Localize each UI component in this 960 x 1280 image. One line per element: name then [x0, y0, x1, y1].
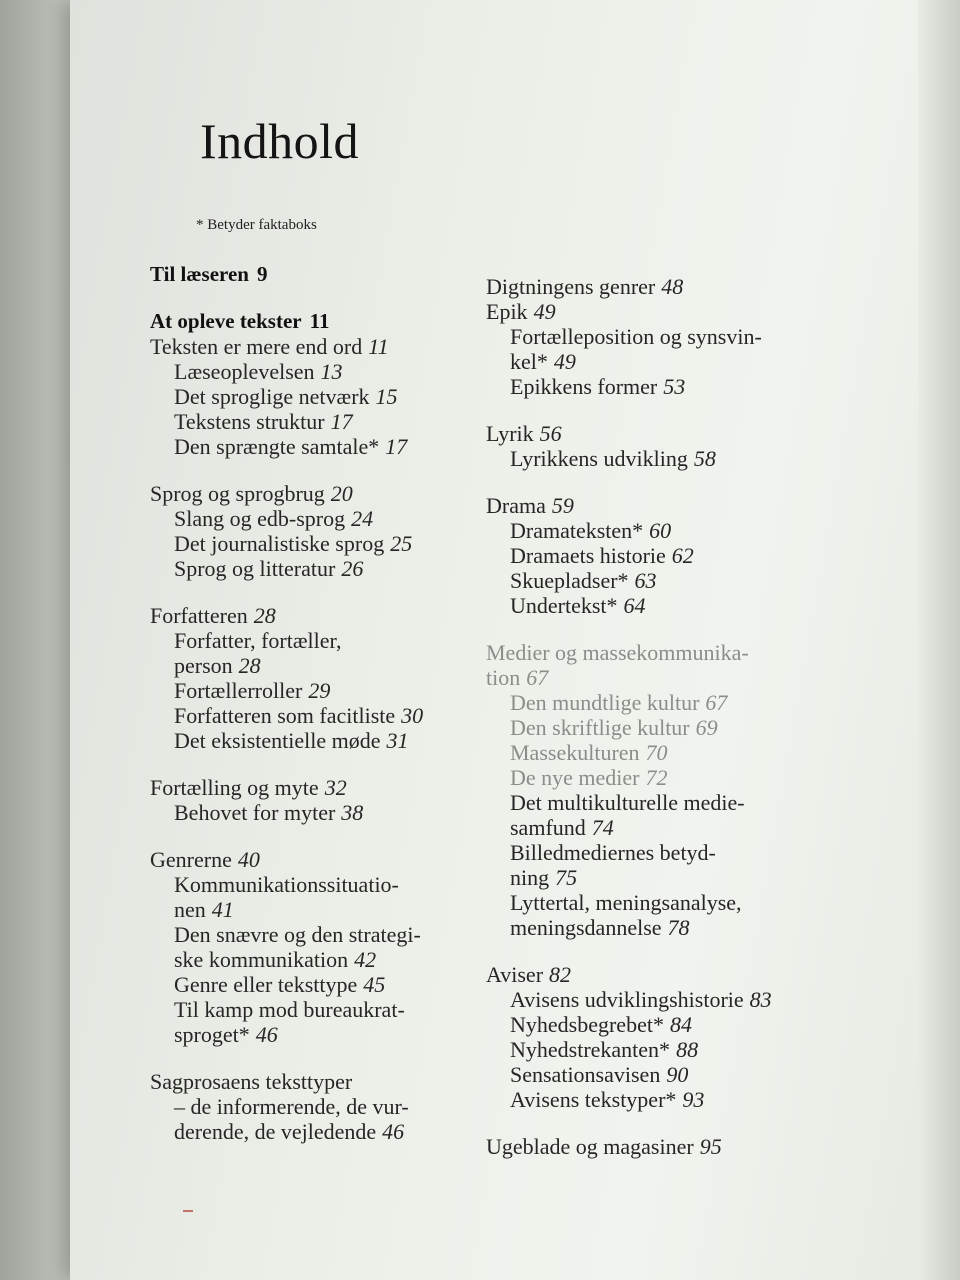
toc-entry-title: Tekstens struktur — [174, 409, 325, 434]
toc-subentry — [150, 359, 470, 384]
toc-entry-title: Epik — [486, 299, 528, 324]
toc-subentry — [150, 628, 470, 653]
section-gap — [150, 459, 470, 481]
toc-subentry — [150, 678, 470, 703]
toc-subentry — [150, 997, 470, 1022]
toc-entry-title: Forfatter, fortæller, — [174, 628, 342, 653]
toc-page-number: 28 — [238, 653, 261, 678]
toc-entry-title: Dramaets historie — [510, 543, 666, 568]
section-gap — [150, 753, 470, 775]
toc-entry — [150, 603, 470, 628]
toc-page-number: 63 — [634, 568, 657, 593]
toc-page-number: 9 — [256, 262, 268, 286]
toc-entry-title: Slang og edb-sprog — [174, 506, 346, 531]
toc-page-number: 53 — [663, 374, 686, 399]
toc-page-number: 93 — [682, 1087, 705, 1112]
toc-entry-title: Avisens udviklingshistorie — [510, 987, 744, 1012]
toc-page-number: 56 — [539, 421, 562, 446]
section-gap — [486, 940, 806, 962]
toc-subentry — [486, 890, 806, 915]
toc-page-number: 17 — [385, 434, 408, 459]
toc-entry-title: Sprog og litteratur — [174, 556, 336, 581]
toc-entry — [486, 1134, 806, 1159]
toc-subentry — [486, 865, 806, 890]
toc-page-number: 78 — [667, 915, 690, 940]
toc-entry-title: Ugeblade og magasiner — [486, 1134, 694, 1159]
toc-page-number: 26 — [341, 556, 364, 581]
toc-page-number: 74 — [591, 815, 614, 840]
toc-subentry — [150, 409, 470, 434]
toc-entry — [150, 847, 470, 872]
toc-entry-title: – de informerende, de vur- — [174, 1094, 409, 1119]
toc-subentry — [486, 1062, 806, 1087]
toc-entry-title: nen — [174, 897, 206, 922]
toc-page-number: 25 — [390, 531, 413, 556]
section-gap — [486, 618, 806, 640]
toc-page-number: 32 — [324, 775, 347, 800]
toc-entry-title: Sagprosaens teksttyper — [150, 1069, 353, 1094]
toc-subentry — [486, 349, 806, 374]
toc-left-column — [150, 262, 470, 1144]
toc-page-number: 24 — [351, 506, 374, 531]
toc-entry — [150, 309, 470, 334]
toc-subentry — [150, 1119, 470, 1144]
toc-entry-title: Den snævre og den strategi- — [174, 922, 421, 947]
toc-subentry — [486, 765, 806, 790]
toc-page-number: 64 — [623, 593, 646, 618]
page-title: Indhold — [200, 113, 360, 169]
ink-mark — [183, 1210, 193, 1212]
toc-page-number: 49 — [553, 349, 576, 374]
toc-subentry — [486, 690, 806, 715]
toc-entry-title: Massekulturen — [510, 740, 640, 765]
toc-page-number: 84 — [669, 1012, 692, 1037]
toc-subentry — [150, 1022, 470, 1047]
toc-subentry — [486, 987, 806, 1012]
toc-subentry — [486, 324, 806, 349]
toc-entry — [150, 1069, 470, 1094]
section-gap — [486, 399, 806, 421]
toc-subentry — [486, 568, 806, 593]
toc-entry-title: Genrerne — [150, 847, 232, 872]
toc-subentry — [486, 790, 806, 815]
toc-entry — [150, 334, 470, 359]
toc-page-number: 90 — [666, 1062, 689, 1087]
toc-entry-title: Sensationsavisen — [510, 1062, 661, 1087]
toc-subentry — [150, 384, 470, 409]
toc-page-number: 41 — [211, 897, 234, 922]
toc-entry-title: Kommunikationssituatio- — [174, 872, 399, 897]
toc-entry-title: Behovet for myter — [174, 800, 336, 825]
toc-entry-title: tion — [486, 665, 521, 690]
toc-subentry — [486, 593, 806, 618]
toc-entry — [150, 262, 470, 287]
toc-subentry — [486, 446, 806, 471]
toc-entry-title: Lyrikkens udvikling — [510, 446, 688, 471]
toc-entry-title: Den sprængte samtale* — [174, 434, 380, 459]
toc-entry-title: Fortælling og myte — [150, 775, 319, 800]
toc-page-number: 67 — [526, 665, 549, 690]
toc-subentry — [486, 1037, 806, 1062]
toc-subentry — [486, 815, 806, 840]
toc-subentry — [486, 840, 806, 865]
toc-entry-title: Dramateksten* — [510, 518, 644, 543]
toc-entry-title: Det sproglige netværk — [174, 384, 370, 409]
toc-page-number: 49 — [533, 299, 556, 324]
toc-page-number: 45 — [363, 972, 386, 997]
toc-page-number: 88 — [676, 1037, 699, 1062]
toc-subentry — [150, 653, 470, 678]
toc-entry-title: Forfatteren — [150, 603, 248, 628]
toc-page-number: 30 — [401, 703, 424, 728]
toc-entry-title: meningsdannelse — [510, 915, 662, 940]
toc-subentry — [150, 703, 470, 728]
toc-entry-title: Teksten er mere end ord — [150, 334, 363, 359]
toc-subentry — [486, 915, 806, 940]
toc-page-number: 13 — [320, 359, 343, 384]
toc-subentry — [486, 1087, 806, 1112]
toc-subentry — [150, 800, 470, 825]
toc-entry-title: Forfatteren som facitliste — [174, 703, 396, 728]
toc-entry-title: At opleve tekster — [150, 309, 302, 333]
toc-entry — [150, 481, 470, 506]
toc-subentry — [150, 1094, 470, 1119]
toc-page-number: 40 — [237, 847, 260, 872]
toc-subentry — [150, 556, 470, 581]
toc-entry-title: Nyhedsbegrebet* — [510, 1012, 664, 1037]
toc-entry-title: Den skriftlige kultur — [510, 715, 690, 740]
toc-page-number: 82 — [549, 962, 572, 987]
toc-entry-title: kel* — [510, 349, 548, 374]
toc-entry-title: derende, de vejledende — [174, 1119, 377, 1144]
toc-entry-title: Avisens tekstyper* — [510, 1087, 677, 1112]
toc-subentry — [150, 728, 470, 753]
toc-subentry — [486, 1012, 806, 1037]
toc-page-number: 95 — [699, 1134, 722, 1159]
toc-page-number: 72 — [645, 765, 668, 790]
toc-page-number: 58 — [693, 446, 716, 471]
toc-subentry — [150, 972, 470, 997]
toc-subentry — [486, 518, 806, 543]
toc-entry — [486, 274, 806, 299]
toc-page-number: 62 — [671, 543, 694, 568]
toc-entry-title: Epikkens former — [510, 374, 658, 399]
toc-page-number: 11 — [309, 309, 330, 333]
toc-page-number: 15 — [375, 384, 398, 409]
toc-entry-title: Skuepladser* — [510, 568, 629, 593]
toc-entry-title: Læseoplevelsen — [174, 359, 315, 384]
toc-page-number: 70 — [645, 740, 668, 765]
toc-entry-title: Sprog og sprogbrug — [150, 481, 325, 506]
toc-subentry — [150, 897, 470, 922]
toc-entry-title: Det eksistentielle møde — [174, 728, 381, 753]
toc-entry-title: Til kamp mod bureaukrat- — [174, 997, 405, 1022]
toc-entry-title: Drama — [486, 493, 546, 518]
section-gap — [150, 287, 470, 309]
toc-subentry — [486, 740, 806, 765]
toc-page-number: 67 — [705, 690, 728, 715]
toc-page-number: 38 — [341, 800, 364, 825]
toc-entry-title: Medier og massekommunika- — [486, 640, 749, 665]
toc-page-number: 59 — [551, 493, 574, 518]
toc-page-number: 46 — [382, 1119, 405, 1144]
toc-page-number: 75 — [555, 865, 578, 890]
toc-subentry — [150, 872, 470, 897]
toc-page-number: 28 — [253, 603, 276, 628]
toc-entry-title: person — [174, 653, 233, 678]
toc-entry-title: Fortællerroller — [174, 678, 303, 703]
toc-entry — [486, 665, 806, 690]
toc-entry-title: ske kommunikation — [174, 947, 349, 972]
toc-entry-title: Nyhedstrekanten* — [510, 1037, 671, 1062]
toc-page-number: 42 — [354, 947, 377, 972]
toc-entry — [486, 493, 806, 518]
toc-right-column — [486, 274, 806, 1159]
toc-entry-title: Aviser — [486, 962, 544, 987]
toc-entry-title: De nye medier — [510, 765, 640, 790]
section-gap — [150, 1047, 470, 1069]
toc-entry — [150, 775, 470, 800]
toc-subentry — [150, 531, 470, 556]
toc-entry — [486, 421, 806, 446]
toc-entry-title: Undertekst* — [510, 593, 618, 618]
toc-entry-title: Til læseren — [150, 262, 249, 286]
toc-page-number: 69 — [695, 715, 718, 740]
toc-entry-title: Det journalistiske sprog — [174, 531, 385, 556]
right-page-edge — [918, 0, 960, 1280]
toc-subentry — [486, 374, 806, 399]
toc-entry — [486, 640, 806, 665]
section-gap — [150, 581, 470, 603]
toc-page-number: 17 — [330, 409, 353, 434]
toc-subentry — [150, 947, 470, 972]
section-gap — [150, 825, 470, 847]
toc-entry-title: samfund — [510, 815, 586, 840]
toc-entry-title: Det multikulturelle medie- — [510, 790, 745, 815]
toc-subentry — [150, 506, 470, 531]
toc-entry-title: Lyrik — [486, 421, 534, 446]
toc-page-number: 46 — [255, 1022, 278, 1047]
toc-page-number: 20 — [330, 481, 353, 506]
toc-subentry — [486, 543, 806, 568]
toc-entry-title: Fortælleposition og synsvin- — [510, 324, 762, 349]
toc-page-number: 83 — [749, 987, 772, 1012]
toc-subentry — [150, 922, 470, 947]
toc-entry-title: Den mundtlige kultur — [510, 690, 700, 715]
toc-entry-title: sproget* — [174, 1022, 250, 1047]
toc-page-number: 11 — [368, 334, 389, 359]
toc-entry-title: ning — [510, 865, 550, 890]
toc-page-number: 48 — [661, 274, 684, 299]
toc-subentry — [150, 434, 470, 459]
toc-page-number: 29 — [308, 678, 331, 703]
toc-page-number: 31 — [386, 728, 409, 753]
section-gap — [486, 1112, 806, 1134]
legend-note: * Betyder faktaboks — [196, 217, 317, 233]
toc-entry — [486, 962, 806, 987]
toc-entry-title: Billedmediernes betyd- — [510, 840, 716, 865]
toc-page-number: 60 — [649, 518, 672, 543]
toc-entry-title: Digtningens genrer — [486, 274, 656, 299]
toc-entry — [486, 299, 806, 324]
toc-entry-title: Lyttertal, meningsanalyse, — [510, 890, 742, 915]
section-gap — [486, 471, 806, 493]
toc-entry-title: Genre eller teksttype — [174, 972, 358, 997]
toc-subentry — [486, 715, 806, 740]
